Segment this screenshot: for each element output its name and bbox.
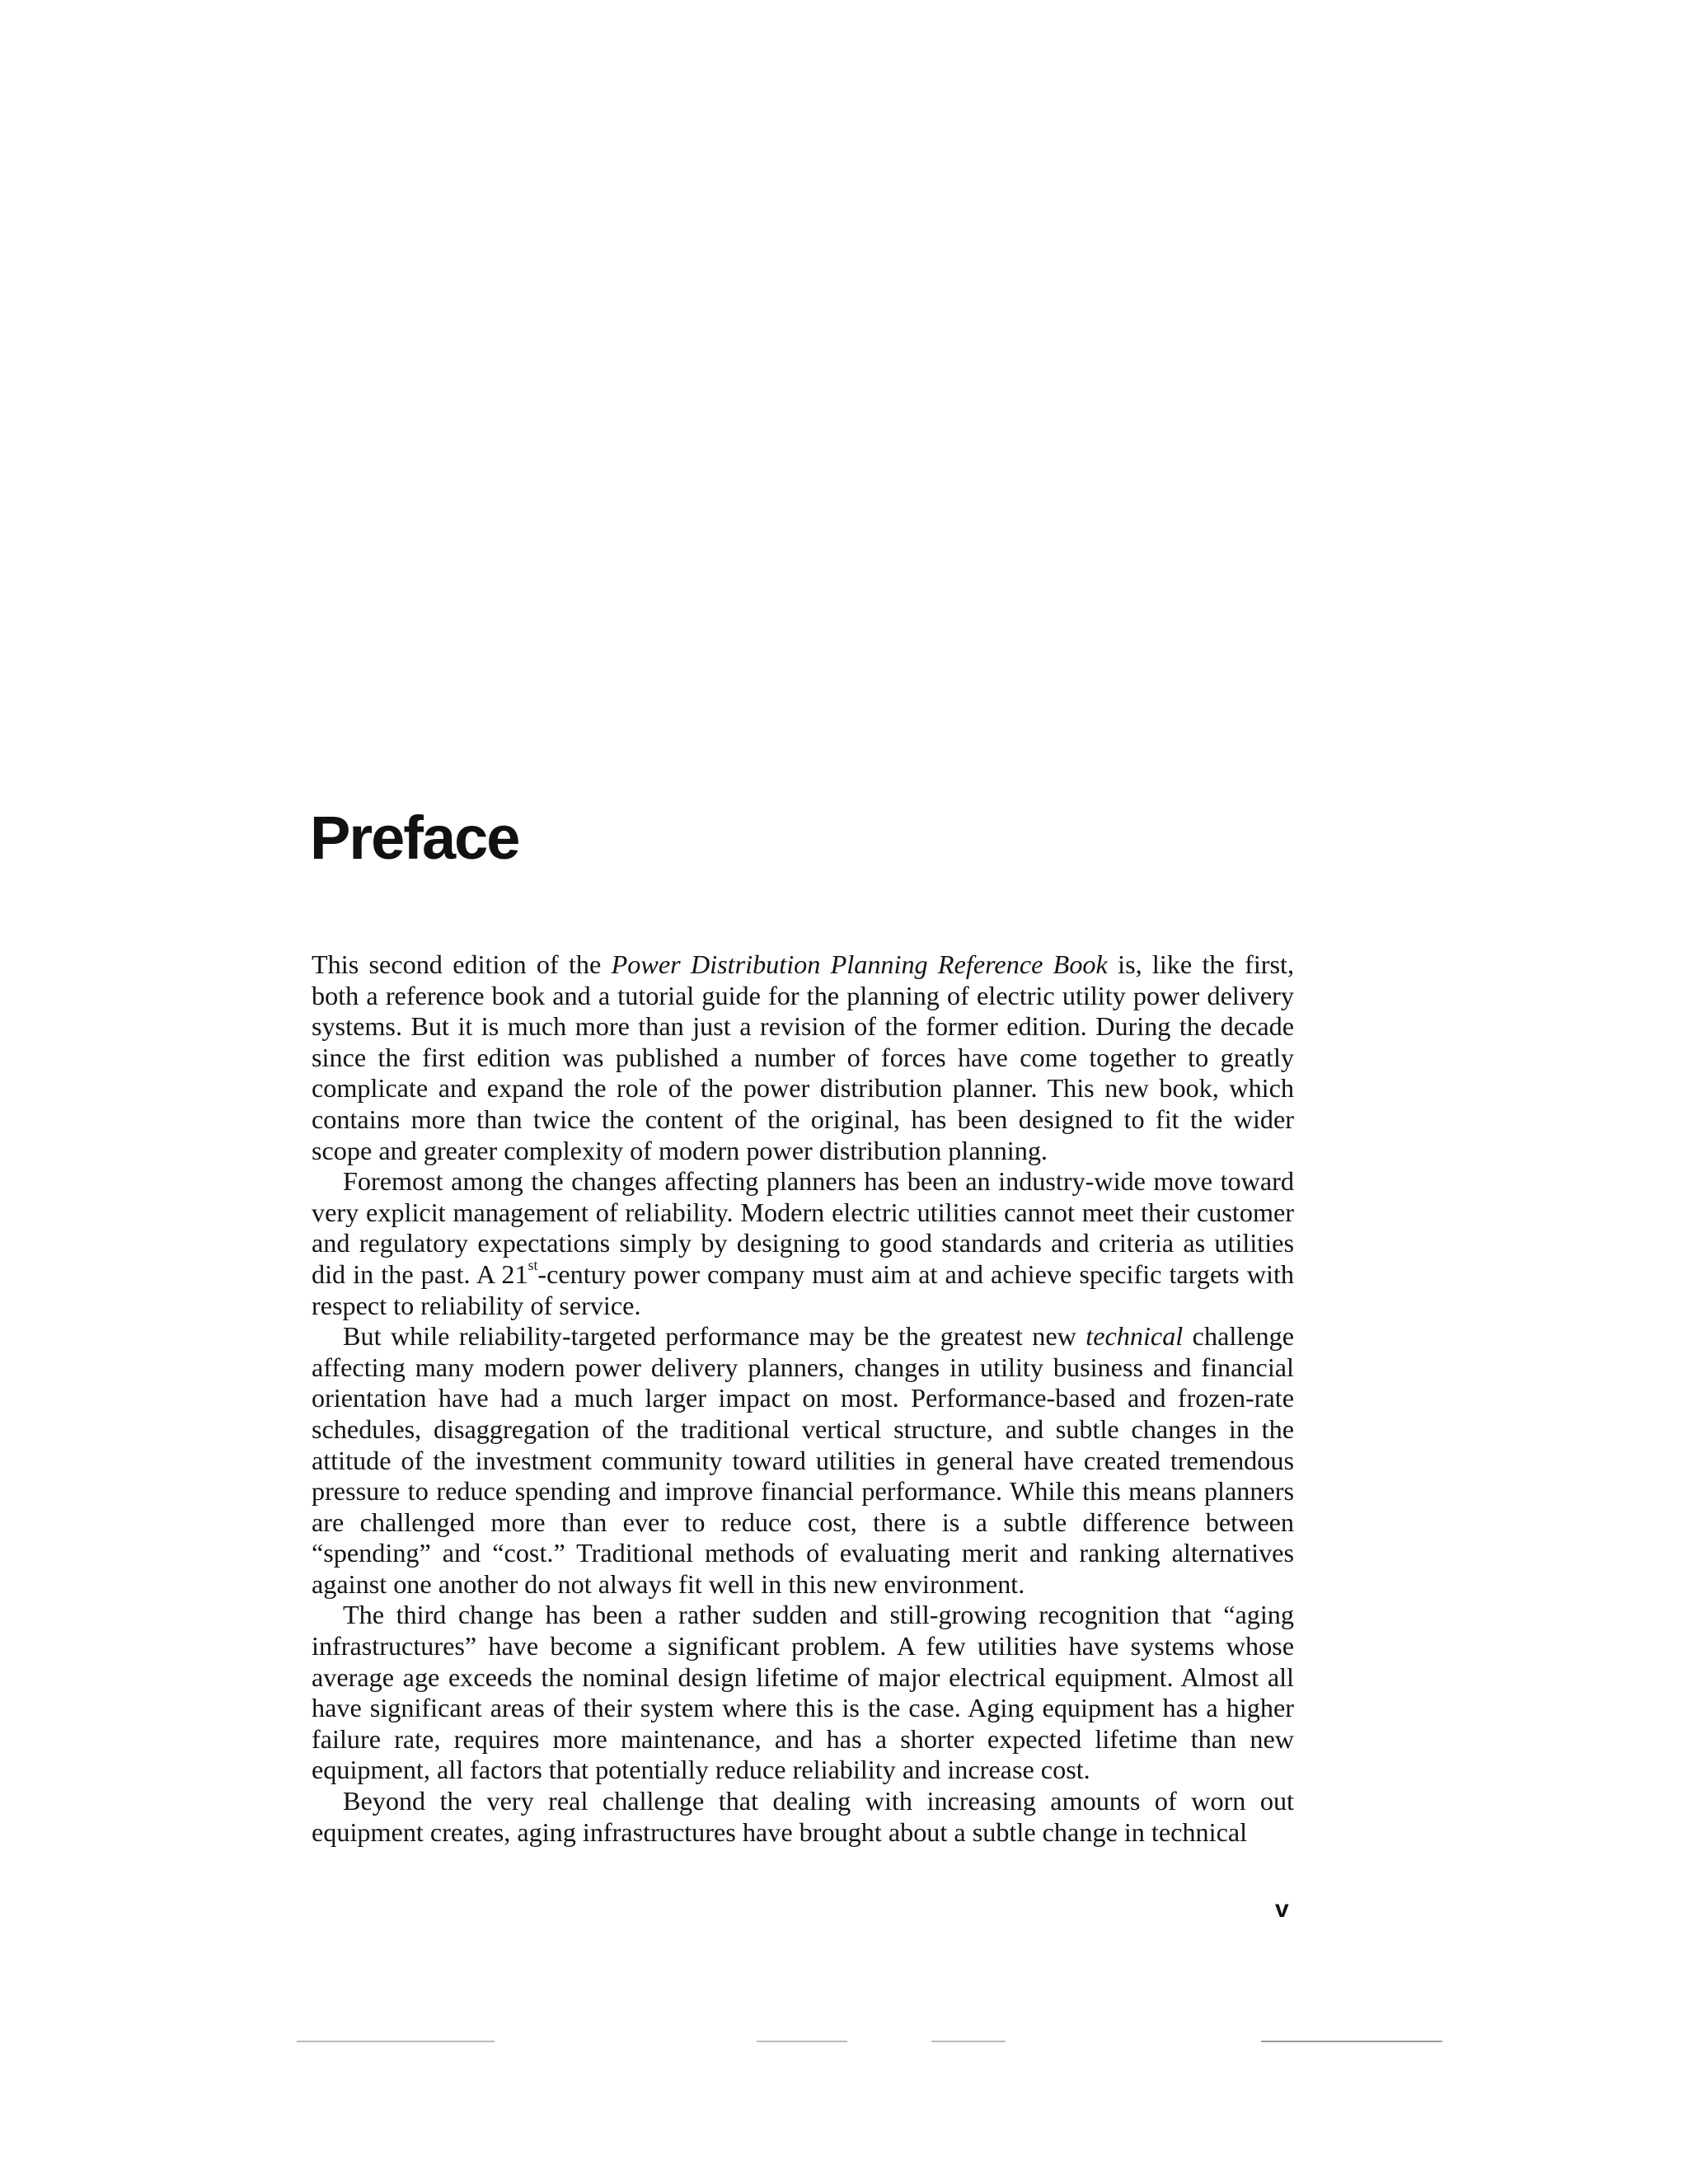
italic-text: technical (1085, 1321, 1184, 1352)
paragraph (312, 1600, 1294, 1786)
superscript-text: st (528, 1257, 538, 1273)
paragraph (312, 949, 1294, 1166)
text-run: The third change has been a rather sudden and still-growing recognition that “aging infrastructures” have become a significant problem. A few utilities have systems whose average age exceeds the nominal design lifetime of major electrical equipment. Almost all have significant areas of their system where this is the case. Aging equipment has a higher failure rate, requires more maintenance, and has a shorter expected lifetime than new equipment, all factors that potentially reduce reliability and increase cost. (312, 1600, 1294, 1785)
scan-artifact-line (931, 2041, 1006, 2042)
italic-text: Power Distribution Planning Reference Book (611, 949, 1108, 979)
paragraph (312, 1321, 1294, 1600)
text-run: This second edition of the (312, 949, 612, 979)
paragraph (312, 1786, 1294, 1848)
preface-body (312, 949, 1294, 1848)
scan-artifact-line (1261, 2041, 1442, 2042)
text-run: Beyond the very real challenge that dealing with increasing amounts of worn out equipment creates, aging infrastructures have brought about a subtle change in technical (312, 1786, 1294, 1847)
text-run: is, like the first, both a reference book and a tutorial guide for the planning of electric utility power delivery systems. But it is much more than just a revision of the former edition. During the decade since the first edition was published a number of forces have come together to greatly complicate and expand the role of the power distribution planner. This new book, which contains more than twice the content of the original, has been designed to fit the wider scope and greater complexity of modern power distribution planning. (312, 949, 1295, 1165)
page-number: v (1275, 1896, 1289, 1923)
text-run: challenge affecting many modern power delivery planners, changes in utility business and financial orientation have had a much larger impact on most. Performance-based and frozen-rate schedules, disaggregation of the traditional vertical structure, and subtle changes in the attitude of the investment community toward utilities in general have created tremendous pressure to reduce spending and improve financial performance. While this means planners are challenged more than ever to reduce cost, there is a subtle difference between “spending” and “cost.” Traditional methods of evaluating merit and ranking alternatives against one another do not always fit well in this new environment. (312, 1321, 1294, 1599)
scan-artifact-line (297, 2041, 495, 2042)
scan-artifact-line (757, 2041, 847, 2042)
chapter-title: Preface (310, 804, 519, 872)
text-run: Foremost among the changes affecting planners has been an industry-wide move toward very explicit management of reliability. Modern electric utilities cannot meet their customer and regulatory expectations simply by designing to good standards and criteria as utilities did in the past. A 21 (312, 1166, 1294, 1289)
paragraph (312, 1166, 1294, 1321)
text-run: But while reliability-targeted performance may be the greatest new (343, 1321, 1086, 1352)
text-run: -century power company must aim at and achieve specific targets with respect to reliability of service. (312, 1258, 1294, 1320)
